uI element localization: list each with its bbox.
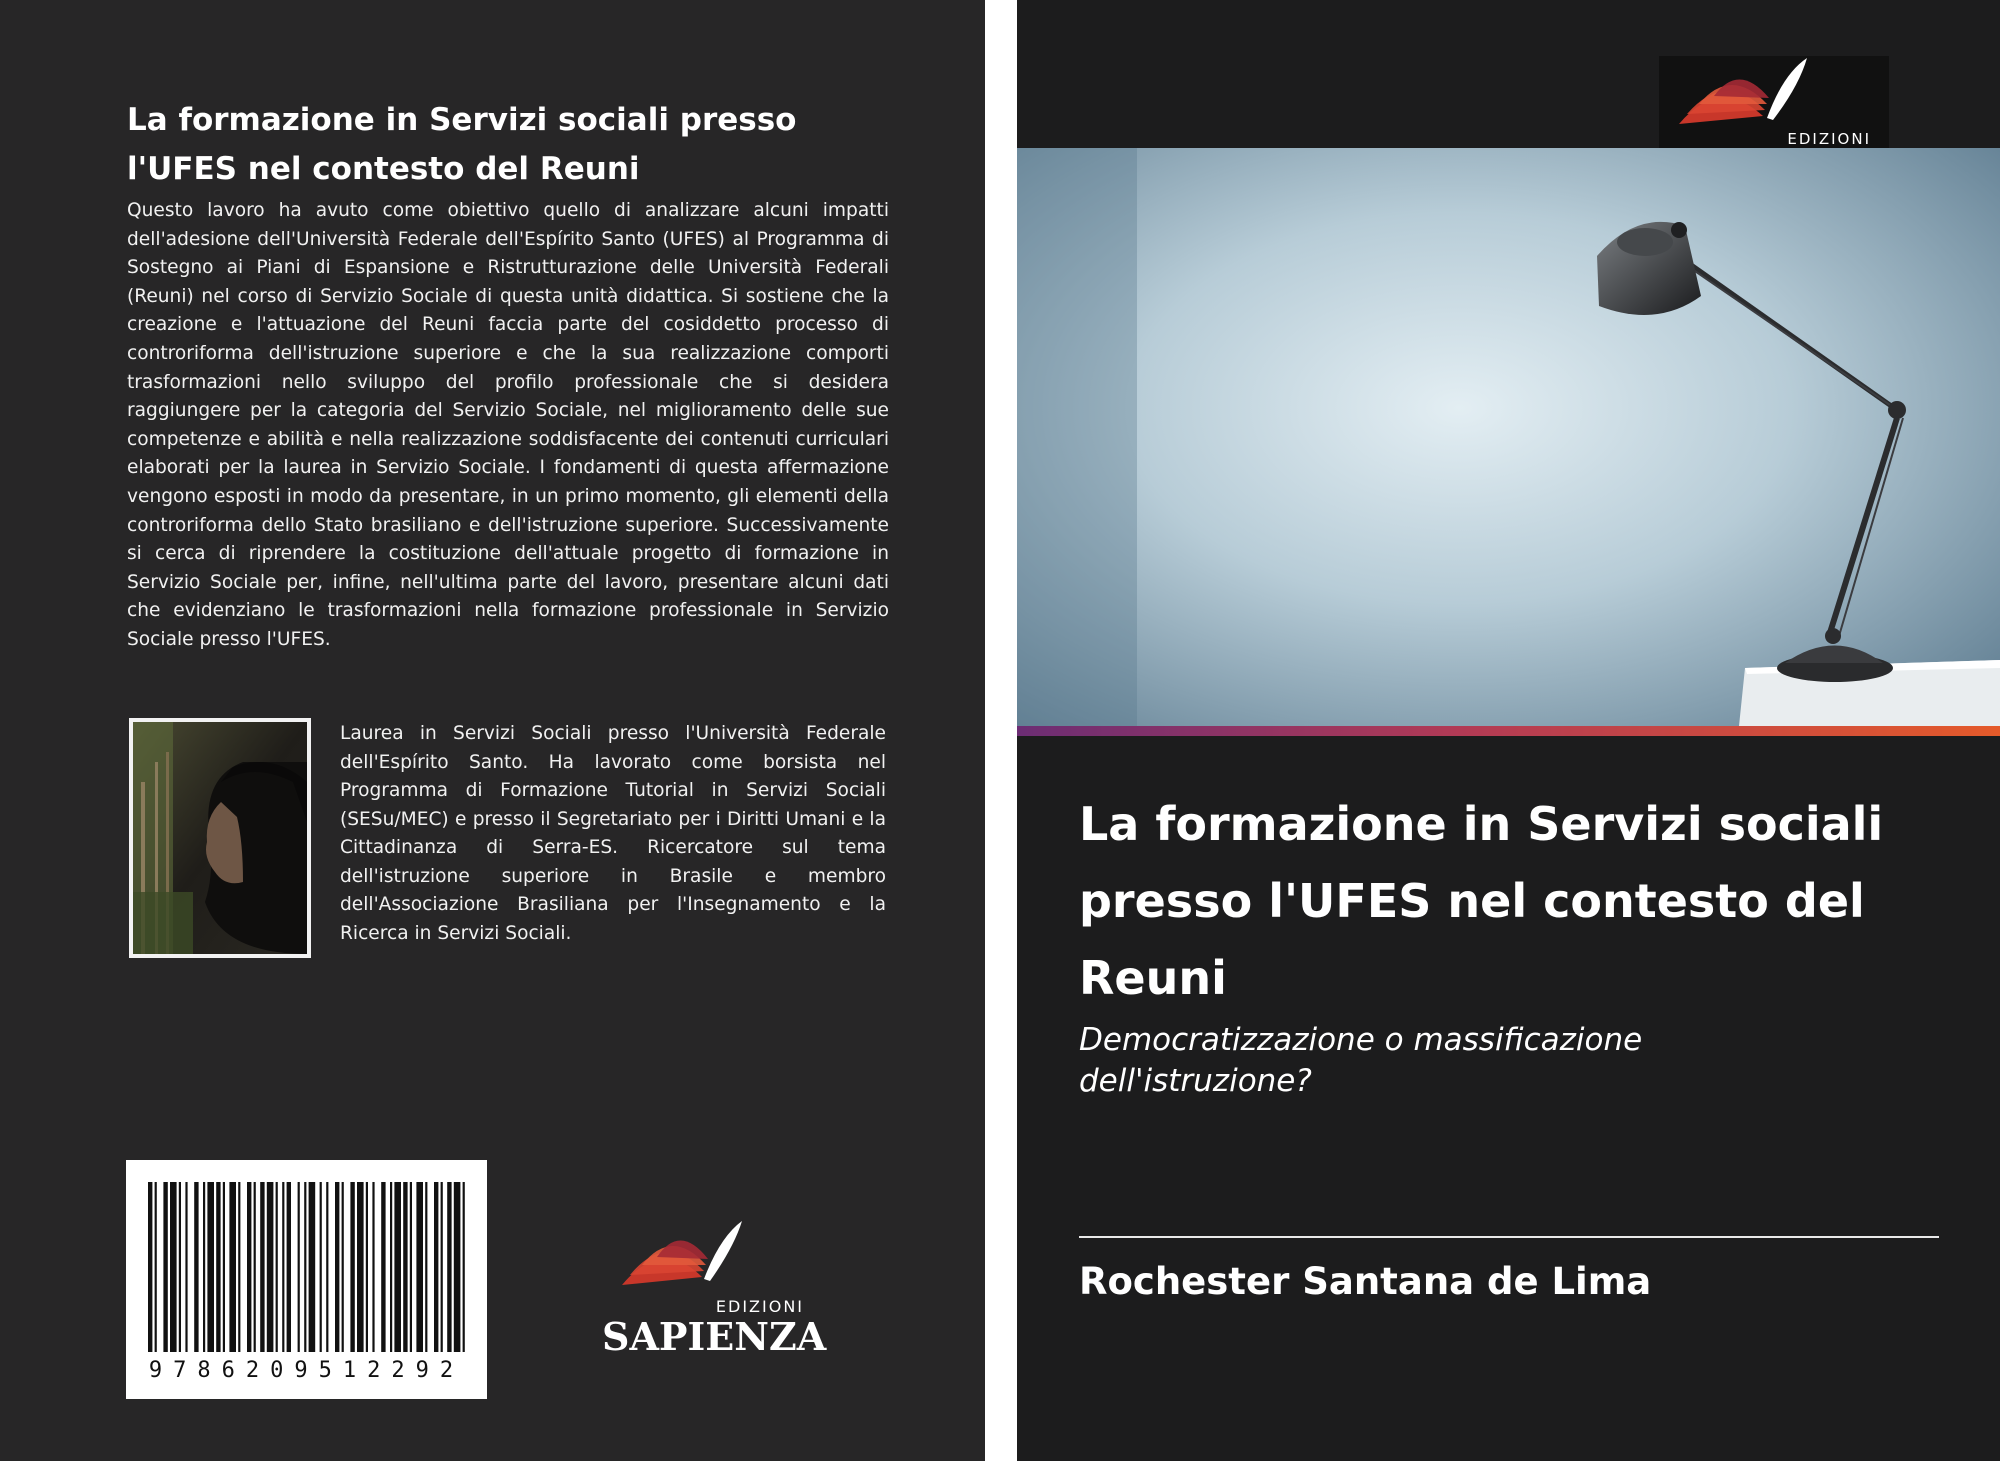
- front-cover-title: La formazione in Servizi sociali presso l'UFES nel contesto del Reuni: [1079, 797, 1884, 1005]
- barcode-bar: [381, 1182, 385, 1352]
- barcode-bar: [390, 1182, 392, 1352]
- barcode-bar: [326, 1182, 328, 1352]
- barcode-bar: [254, 1182, 256, 1352]
- front-cover-subtitle: Democratizzazione o massificazione dell'istruzione?: [1079, 1022, 1643, 1099]
- desk-lamp-illustration: [1017, 148, 2000, 726]
- barcode-bar: [287, 1182, 291, 1352]
- barcode-bar: [309, 1182, 316, 1352]
- barcode-bar: [282, 1182, 284, 1352]
- barcode-bar: [304, 1182, 306, 1352]
- barcode-bar: [454, 1182, 461, 1352]
- publisher-logo-back: [602, 1217, 827, 1359]
- barcode-bar: [434, 1182, 438, 1352]
- isbn-barcode: [126, 1160, 487, 1399]
- author-divider: [1079, 1236, 1939, 1238]
- barcode-bars: [126, 1160, 487, 1360]
- barcode-bar: [148, 1182, 152, 1352]
- barcode-bar: [298, 1182, 300, 1352]
- author-photo: [129, 718, 311, 958]
- barcode-bar: [403, 1182, 407, 1352]
- author-bio: Laurea in Servizi Sociali presso l'Università Federale dell'Espírito Santo. Ha lavorato come borsista nel Programma di Formazione Tutorial in Servizi Sociali (SESu/MEC) e presso il Segretariato per i Diritti Umani e la Cittadinanza di Serra-ES. Ricercatore sul tema dell'istruzione superiore in Brasile e membro dell'Associazione Brasiliana per l'Insegnamento e la Ricerca in Servizi Sociali.: [340, 723, 886, 944]
- barcode-bar: [350, 1182, 354, 1352]
- barcode-bar: [238, 1182, 240, 1352]
- back-cover-title: La formazione in Servizi sociali presso l'UFES nel contesto del Reuni: [127, 102, 797, 187]
- back-cover: [0, 0, 985, 1461]
- barcode-bar: [366, 1182, 368, 1352]
- back-cover-blurb: Questo lavoro ha avuto come obiettivo quello di analizzare alcuni impatti dell'adesione dell'Università Federale dell'Espírito Santo (UFES) al Programma di Sostegno ai Piani di Espansione e Ristrutturazione delle Università Federali (Reuni) nel corso di Servizio Sociale di questa unità didattica. Si sostiene che la creazione e l'attuazione del Reuni faccia parte del cosiddetto processo di controriforma dell'istruzione superiore e che la sua realizzazione comporti trasformazioni nello sviluppo del profilo professionale che si desidera raggiungere per la categoria del Servizio Sociale, nel miglioramento delle sue competenze e abilità e nella realizzazione soddisfacente dei contenuti curriculari elaborati per la laurea in Servizio Sociale. I fondamenti di questa affermazione vengono esposti in modo da presentare, in un primo momento, gli elementi della controriforma dello Stato brasiliano e dell'istruzione superiore. Successivamente si cerca di riprendere la costituzione dell'attuale progetto di formazione in Servizio Sociale per, infine, nell'ultima parte del lavoro, presentare alcuni dati che evidenziano le trasformazioni nella formazione professionale in Servizio Sociale presso l'UFES.: [127, 200, 889, 650]
- barcode-bar: [216, 1182, 220, 1352]
- barcode-bar: [229, 1182, 236, 1352]
- publisher-edizioni-front: EDIZIONI: [1787, 130, 1871, 148]
- author-portrait-image: [133, 722, 307, 954]
- barcode-bar: [163, 1182, 167, 1352]
- cover-photo-desk-lamp: [1017, 148, 2000, 726]
- front-cover-author: Rochester Santana de Lima: [1079, 1260, 1652, 1303]
- barcode-bar: [357, 1182, 364, 1352]
- barcode-bar: [425, 1182, 427, 1352]
- barcode-bar: [155, 1182, 157, 1352]
- barcode-bar: [320, 1182, 322, 1352]
- barcode-bar: [342, 1182, 344, 1352]
- barcode-bar: [260, 1182, 264, 1352]
- publisher-name-back: SAPIENZA: [602, 1314, 827, 1359]
- barcode-digits: 9786209512292: [148, 1358, 465, 1383]
- barcode-bar: [179, 1182, 181, 1352]
- barcode-bar: [207, 1182, 214, 1352]
- barcode-bar: [410, 1182, 412, 1352]
- book-quill-icon: [602, 1217, 822, 1297]
- barcode-bar: [394, 1182, 401, 1352]
- book-quill-icon: [1659, 56, 1889, 126]
- barcode-bar: [203, 1182, 205, 1352]
- barcode-bar: [185, 1182, 187, 1352]
- barcode-bar: [194, 1182, 198, 1352]
- barcode-bar: [223, 1182, 225, 1352]
- barcode-bar: [170, 1182, 177, 1352]
- accent-stripe: [1017, 726, 2000, 736]
- barcode-bar: [463, 1182, 465, 1352]
- spine-gap: [985, 0, 1017, 1461]
- barcode-bar: [267, 1182, 274, 1352]
- barcode-bar: [247, 1182, 251, 1352]
- publisher-edizioni-back: EDIZIONI: [715, 1297, 804, 1316]
- barcode-bar: [441, 1182, 443, 1352]
- barcode-bar: [372, 1182, 374, 1352]
- barcode-bar: [335, 1182, 339, 1352]
- barcode-bar: [276, 1182, 278, 1352]
- barcode-bar: [447, 1182, 451, 1352]
- barcode-bar: [416, 1182, 423, 1352]
